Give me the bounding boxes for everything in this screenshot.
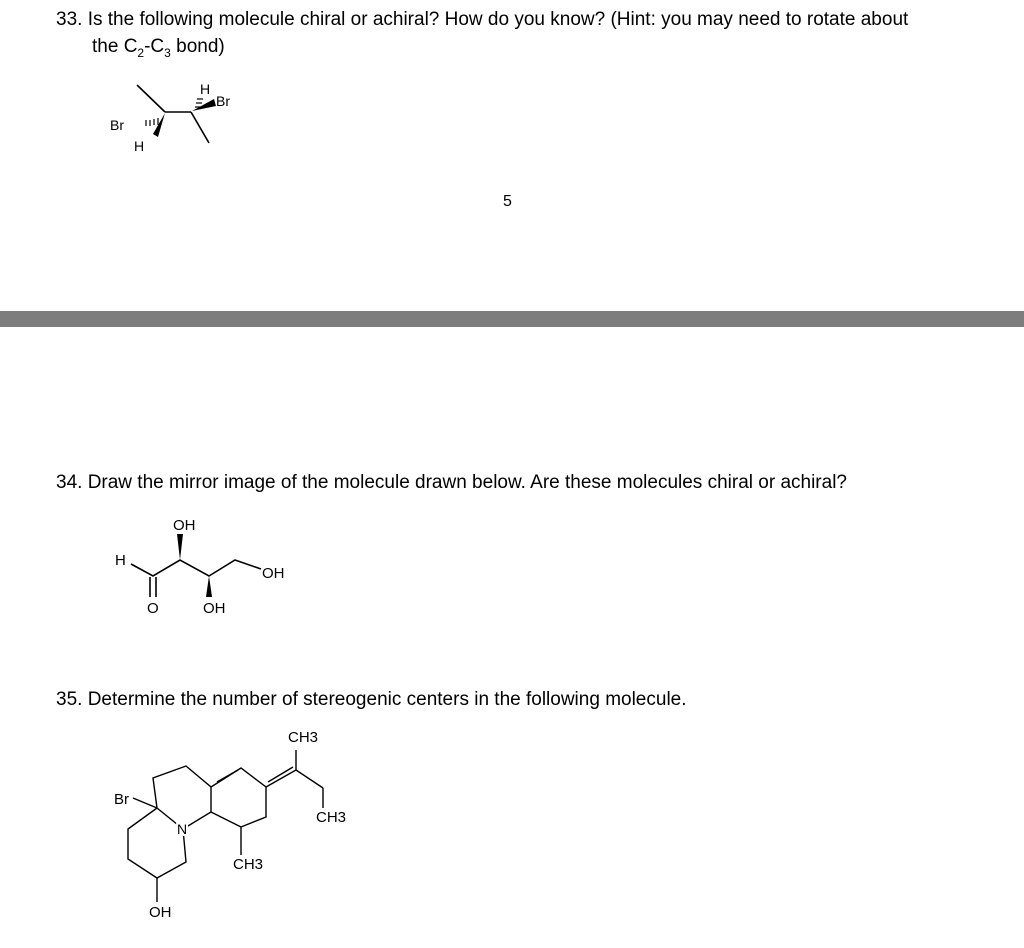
double-bond-ring: [217, 770, 238, 782]
label-h: H: [115, 552, 126, 569]
label-oh: OH: [149, 904, 172, 921]
label-oh-bottom: OH: [203, 600, 226, 617]
q33-text-prefix: the C: [92, 36, 138, 57]
q33-text-mid: -C: [144, 36, 165, 57]
label-br-right: Br: [216, 93, 230, 109]
page-number: 5: [503, 193, 512, 210]
q33-text-suffix: bond): [170, 36, 225, 57]
question-34: 34. Draw the mirror image of the molecule drawn below. Are these molecules chiral or achiral?: [56, 472, 847, 493]
q33-subscript-3: 3: [164, 45, 171, 60]
label-br-left: Br: [110, 117, 124, 133]
label-h-left: H: [134, 138, 145, 154]
question-33-line-1: 33. Is the following molecule chiral or achiral? How do you know? (Hint: you may need to rotate about: [56, 9, 909, 30]
q35-molecule-structure: [0, 0, 400, 948]
label-br: Br: [114, 791, 129, 808]
label-ch3-bottom: CH3: [233, 856, 264, 873]
label-o: O: [147, 600, 159, 617]
label-oh-top: OH: [173, 517, 196, 534]
q33-subscript-2: 2: [137, 45, 145, 60]
ring-bonds: [128, 750, 323, 902]
question-35: 35. Determine the number of stereogenic centers in the following molecule.: [56, 689, 687, 710]
label-ch3-right: CH3: [316, 809, 347, 826]
label-oh-right: OH: [262, 565, 285, 582]
label-h-top: H: [200, 81, 211, 97]
label-ch3-top: CH3: [288, 729, 319, 746]
label-n: N: [177, 821, 188, 837]
